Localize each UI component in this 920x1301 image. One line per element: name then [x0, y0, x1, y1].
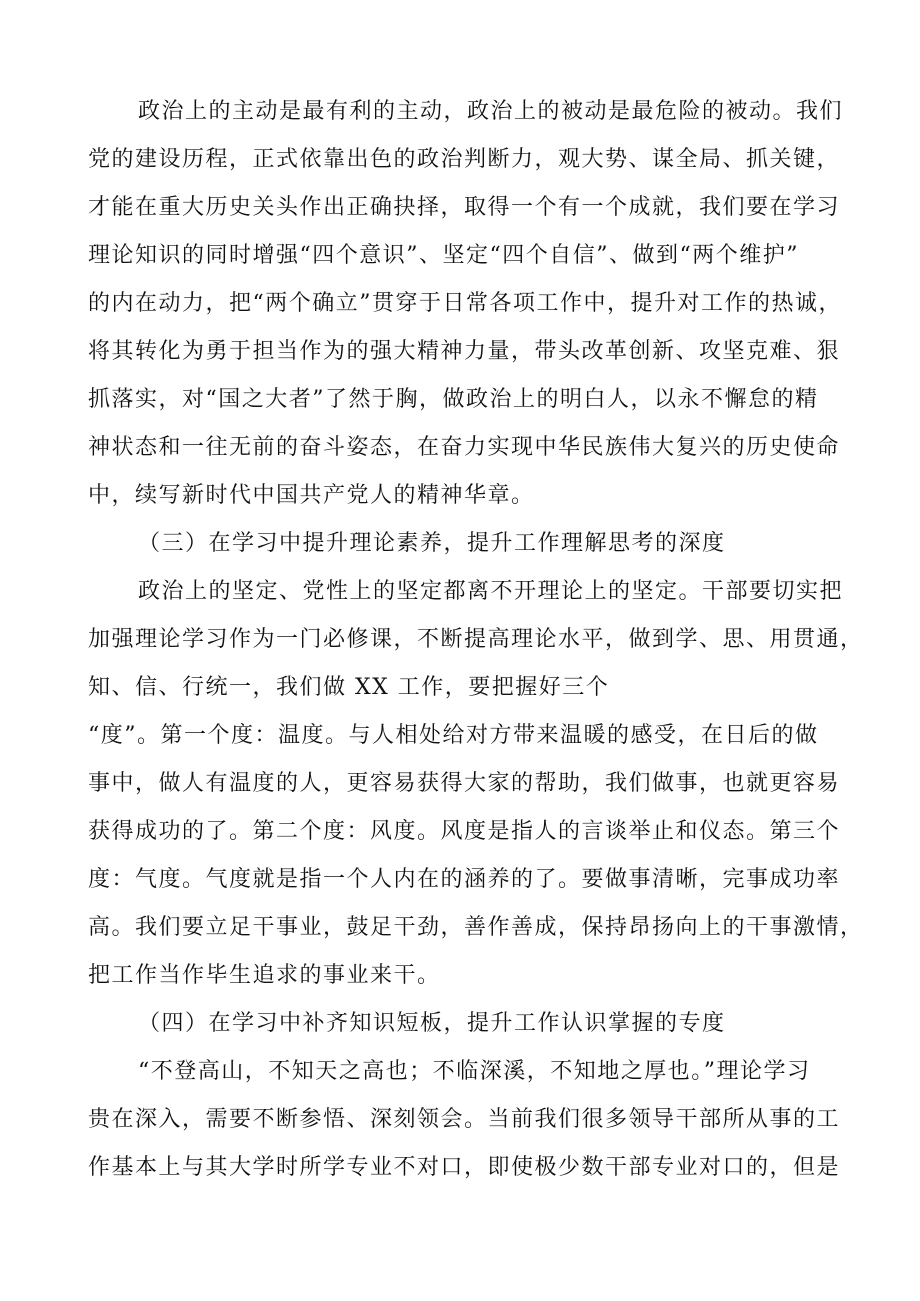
- section-heading-4: （四）在学习中补齐知识短板，提升工作认识掌握的专度: [138, 1011, 726, 1036]
- paragraph-line: 加强理论学习作为一门必修课，不断提高理论水平，做到学、思、用贯通，: [88, 627, 864, 652]
- paragraph-line: 高。我们要立足干事业，鼓足干劲，善作善成，保持昂扬向上的干事激情，: [88, 915, 864, 940]
- section-heading-3: （三）在学习中提升理论素养，提升工作理解思考的深度: [138, 531, 726, 556]
- paragraph-line: 度：气度。气度就是指一个人内在的涵养的了。要做事清晰，完事成功率: [88, 867, 841, 892]
- paragraph-line: 政治上的主动是最有利的主动，政治上的被动是最危险的被动。我们: [138, 99, 844, 124]
- paragraph-line: 获得成功的了。第二个度：风度。风度是指人的言谈举止和仪态。第三个: [88, 819, 841, 844]
- paragraph-line: “不登高山，不知天之高也；不临深溪，不知地之厚也。”理论学习: [138, 1059, 811, 1084]
- paragraph-line: 党的建设历程，正式依靠出色的政治判断力，观大势、谋全局、抓关键，: [88, 147, 841, 172]
- paragraph-line: “度”。第一个度：温度。与人相处给对方带来温暖的感受，在日后的做: [88, 723, 819, 748]
- paragraph-line: 政治上的坚定、党性上的坚定都离不开理论上的坚定。干部要切实把: [138, 579, 844, 604]
- paragraph-line: 贵在深入，需要不断参悟、深刻领会。当前我们很多领导干部所从事的工: [88, 1107, 841, 1132]
- paragraph-line: 抓落实，对“国之大者”了然于胸，做政治上的明白人，以永不懈怠的精: [88, 387, 819, 412]
- paragraph-line: 理论知识的同时增强“四个意识”、坚定“四个自信”、做到“两个维护”: [88, 243, 799, 268]
- paragraph-line: 将其转化为勇于担当作为的强大精神力量，带头改革创新、攻坚克难、狠: [88, 339, 841, 364]
- paragraph-line: 作基本上与其大学时所学专业不对口，即使极少数干部专业对口的，但是: [88, 1155, 841, 1180]
- paragraph-line: 的内在动力，把“两个确立”贯穿于日常各项工作中，提升对工作的热诚，: [88, 291, 842, 316]
- paragraph-line: 神状态和一往无前的奋斗姿态，在奋力实现中华民族伟大复兴的历史使命: [88, 435, 841, 460]
- paragraph-line: 事中，做人有温度的人，更容易获得大家的帮助，我们做事，也就更容易: [88, 771, 841, 796]
- paragraph-line: 把工作当作毕生追求的事业来干。: [88, 963, 441, 988]
- paragraph-line: 知、信、行统一，我们做 XX 工作，要把握好三个: [88, 675, 610, 700]
- paragraph-line: 中，续写新时代中国共产党人的精神华章。: [88, 483, 535, 508]
- paragraph-line: 才能在重大历史关头作出正确抉择，取得一个有一个成就，我们要在学习: [88, 195, 841, 220]
